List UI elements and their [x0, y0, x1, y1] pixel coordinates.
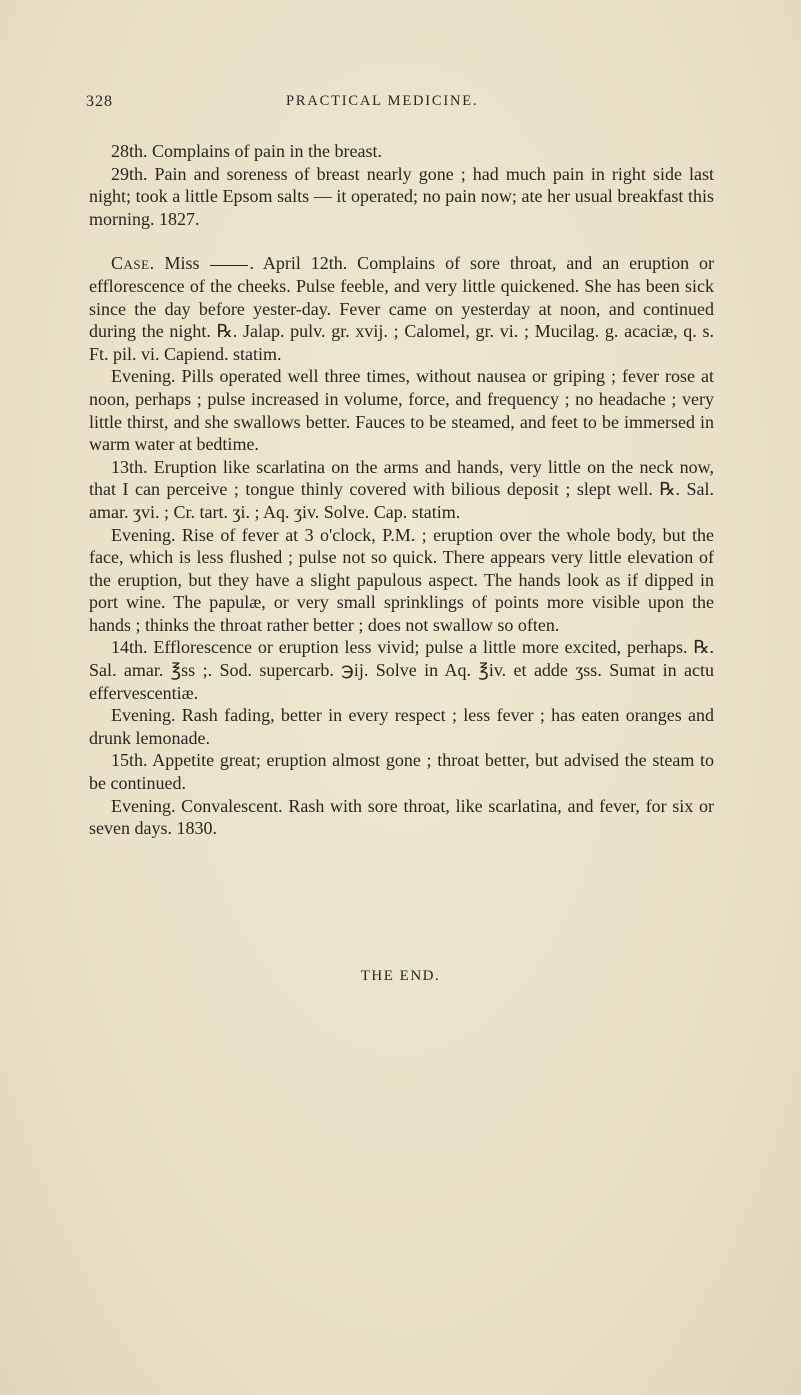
name-dash [210, 265, 248, 266]
paragraph-28th: 28th. Complains of pain in the breast. [111, 141, 382, 161]
the-end-label: THE END. [360, 968, 441, 984]
page-number: 328 [86, 93, 113, 110]
body-text [89, 140, 714, 840]
paragraph-15th: 15th. Appetite great; eruption almost gone ; throat better, but advised the steam to be continued. [89, 750, 714, 794]
paragraph-case-intro [89, 252, 714, 365]
paragraph-evening-1: Evening. Pills operated well three times, without nausea or griping ; fever rose at noon, perhaps ; pulse increased in volume, force, and frequency ; no headache ; very little thirst, and she swallows better. Fauces to be steamed, and feet to be immersed in warm water at bedtime. [89, 366, 714, 455]
case-intro-text: . April 12th. Complains of sore throat, and an eruption or efflorescence of the cheeks. Pulse feeble, and very little quickened. She has been sick since the day before yester-day. Fever came on yesterday at noon, and continued during the night. ℞. Jalap. pulv. gr. xvij. ; Calomel, gr. vi. ; Mucilag. g. acaciæ, q. s. Ft. pil. vi. Capiend. statim. [89, 253, 715, 364]
paragraph-evening-4: Evening. Convalescent. Rash with sore throat, like scarlatina, and fever, for six or seven days. 1830. [89, 795, 714, 839]
paragraph-14th: 14th. Efflorescence or eruption less vivid; pulse a little more excited, perhaps. ℞. Sal. amar. ℥ss ;. Sod. supercarb. ℈ij. Solve in Aq. ℥iv. et adde ʒss. Sumat in actu effervescentiæ. [89, 637, 714, 703]
case-label: Case. [111, 253, 155, 274]
page-header [86, 93, 713, 117]
paragraph-29th: 29th. Pain and soreness of breast nearly gone ; had much pain in right side last night; took a little Epsom salts — it operated; no pain now; ate her usual breakfast this morning. 1827. [89, 163, 714, 229]
paragraph-evening-3: Evening. Rash fading, better in every respect ; less fever ; has eaten oranges and drunk lemonade. [89, 705, 714, 748]
patient-name: Miss [164, 253, 200, 274]
paragraph-13th: 13th. Eruption like scarlatina on the arms and hands, very little on the neck now, that I can perceive ; tongue thinly covered with bilious deposit ; slept well. ℞. Sal. amar. ʒvi. ; Cr. tart. ʒi. ; Aq. ʒiv. Solve. Cap. statim. [89, 456, 714, 522]
section-gap [89, 230, 714, 252]
paragraph-evening-2: Evening. Rise of fever at 3 o'clock, P.M. ; eruption over the whole body, but the face, which is less flushed ; pulse not so quick. There appears very little elevation of the eruption, but they have a slight papulous aspect. The hands look as if dipped in port wine. The papulæ, or very small sprinklings of points more visible upon the hands ; thinks the throat rather better ; does not swallow so often. [89, 524, 714, 635]
running-head: PRACTICAL MEDICINE. [286, 93, 479, 109]
